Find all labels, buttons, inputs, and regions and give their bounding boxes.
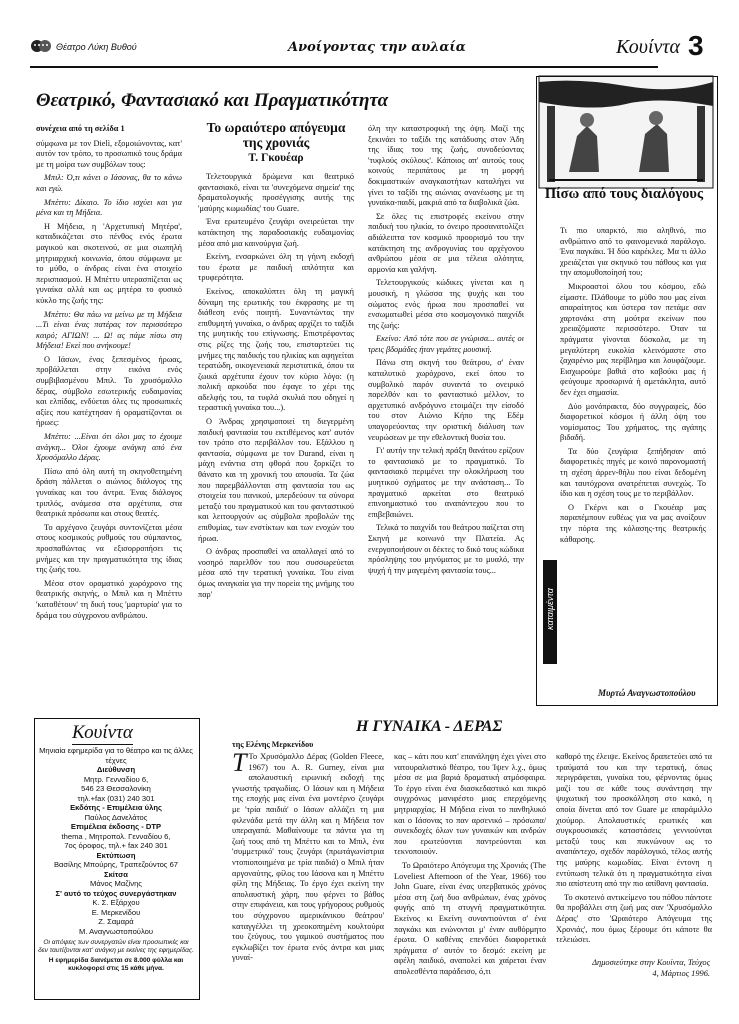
paragraph: Τελικά το παιχνίδι του θεάτρου παίζεται στη Σκηνή με κοινωνό την Πλατεία. Ας ενεργοποιήσουν οι δέκτες το δικό τους κώδικα πρόσληψης του μηνύματος με το μυαλό, την ψυχή ή την μαγεμένη φαντασία τους... [368, 523, 524, 575]
article2-byline: της Ελένης Μερκενίδου [232, 740, 314, 749]
paragraph: καθαρό της έλειψε. Εκείνος δραπετεύει από τα τραύματά του και την τερατική, όπως περιγράφεται, γυναίκα του, φέρνοντας όμως μαζί του σε κάθε τους συνάντηση την ψυχωτική του προσκόλληση στο κακό, η οποία δίνεται από τον Guare με απαράμιλλο χιούμορ. Απολαυστικές ερωτικές και συγκρουσιακές καταστάσεις γεννιούνται μεταξύ τους και πυκνώνουν ως το αναπάντεχο, σχεδόν παράλογικό, τέλος αυτής της μαύρης κωμωδίας. Είναι έντονη η εντύπωση τελικά ότι η πραγματικότητα είναι πιο απίστευτη από την πιο απίθανη φαντασία. [556, 752, 712, 889]
header-left-label: Θέατρο Λύκη Βυθού [56, 42, 137, 52]
main-title: Θεατρικό, Φαντασιακό και Πραγματικότητα [36, 90, 389, 111]
masthead-line: Μ. Αναγνωστοπούλου [78, 926, 154, 936]
paragraph: Ο Ιάσων, ένας ξεπεσμένος ήρωας, προβάλλεται στην εικόνα ενός συμβιβασμένου Μπιλ. Το χρυσόμαλλο δέρας, σύμβολο εσωτερικής ευδαιμονίας και ελπίδας, ενδύεται όλες τις προσωπικές αξίες που κατέχτησαν ή οραματίζονται οι ήρωες: [36, 354, 182, 428]
masthead-circulation: Η εφημερίδα διανέμεται σε 8.000 φύλλα και κυκλοφορεί στις 15 κάθε μήνα. [48, 957, 184, 972]
paragraph: Σε όλες τις επιστροφές εκείνου στην παιδική του ηλικία, το όνειρο προσανατολίζει αδιάλειπτα τον κοσμικό προορισμό του την κατάκτηση της ανδρογυνίας του αρχέγονου ανθρώπου μέσα σε μια τέλεια ολότητα, αρμονία και γαλήνη. [368, 211, 524, 274]
masthead-line: Κ. Σ. Εξάρχου [92, 898, 140, 907]
paragraph: Πάνω στη σκηνή του θεάτρου, σ' έναν καταλυτικό χωρόχρονο, εκεί όπου το συμβολικό παρόν συναντά το ονειρικό παρελθόν και το φανταστικό μέλλον, το αρχετυπικό ανδρόγυνο ετοιμάζει την είσοδό του στον Αιώνιο Κήπο της Εδέμ υπαγορεύοντας την οριστική διάλυση των νευρώσεων με την εθελοντική θυσία του. [368, 358, 524, 442]
paragraph: Τα δύο ζευγάρια ξεπήδησαν από διαφορετικές πηγές με κοινό παρονομαστή τη σχέση άρρεν-θήλυ που είναι δεδομένη και ταυτόχρονα ανατρέπεται συνεχώς. Το ίδιο και η σχέση τους με το περιβάλλον. [560, 446, 706, 499]
masthead-note: Οι απόψεις των συνεργατών είναι προσωπικές και δεν ταυτίζονται κατ' ανάγκη με εκείνες της εφημερίδας. [38, 939, 194, 954]
masthead-line: Ζ. Σαμαρά [98, 917, 134, 926]
header-rule [30, 66, 658, 68]
masthead-credits [38, 746, 194, 973]
article2-title: Η ΓΥΝΑΙΚΑ - ΔΕΡΑΣ [356, 718, 503, 735]
masthead-line: Μάνος Μαζίνης [90, 879, 142, 888]
sidebar-title: Πίσω από τους διαλόγους [544, 186, 704, 202]
dialogue-line: Μπέττυ: Θα πάω να μείνω με τη Μήδεια ...Τι είναι ένας πατέρας τον περισσότερο καιρό; ΑΓΙΩΝ! ... Ω! ας πάμε πίσω στη Μήδεια! Εκεί που ανήκουμε! [36, 309, 182, 351]
paragraph: Το Ωραιότερο Απόγευμα της Χρονιάς (The Loveliest Afternoon of the Year, 1966) του John Guare, είναι ένας υπερβατικός χρόνος μέσα στη ζωή δυο ανθρώπων, ένας χρόνος φυγής από τη στυγνή πραγματικότητα. Εκείνος κι Εκείνη συναντιούνται σ' ένα παγκάκι και ενώνονται μ' έναν αυθόρμητο έρωτα. Ο καθένας επενδύει διαφορετικά πράγματα σ' αυτόν το δεσμό: εκείνη με αφέλη παιδικό, αναπολεί και χαίρεται έναν απολεσθέντα παράδεισο, ό,τι [394, 860, 546, 976]
header-brand-logo: Κουίντα [616, 36, 681, 58]
paragraph: Ένα ερωτευμένο ζευγάρι ονειρεύεται την κατάκτηση της παραδοσιακής ευδαιμονίας μέσα από μια καινούργια ζωή. [198, 217, 354, 248]
continued-from-label: συνέχεια από τη σελίδα 1 [36, 124, 125, 133]
article-subtitle: Το ωραιότερο απόγευμα της χρονιάς [206, 120, 346, 150]
paragraph: Δύο μονόπρακτα, δύο συγγραφείς, δύο διαφορετικοί κόσμοι ή άλλη όψη του νομίσματος; Του χρήματος, της αγάπης βιδαδή. [560, 401, 706, 443]
paragraph: Η Μήδεια, η 'Αρχετυπική Μητέρα', καταδικάζεται στο πένθος ενός έρωτα μαγικού και σκοτεινού, σε μια σιωπηλή μητριαρχική κοινωνία, όπου σύμφωνα με το μύθο, ο άνδρας είναι ένα στοιχείο περισπασμού. Η Μπέττυ υπερασπίζεται ως γυναίκα αλλά και ως μητέρα το φυσικό κύκλο της ζωής της: [36, 221, 182, 305]
article2-source: Δημοσιεύτηκε στην Κουίντα, Τεύχος 4, Μάρτιος 1996. [592, 958, 710, 978]
drop-cap: Τ [232, 748, 247, 777]
masthead-line: Επιμέλεια έκδοσης - DTP [70, 822, 162, 831]
dialogue-line: Μπέττυ: Δίκαιο. Το ίδιο ισχύει και για μένα και τη Μήδεια. [36, 197, 182, 218]
masthead-line: τηλ.+fax (031) 240 301 [77, 793, 155, 803]
paragraph: όλη την καταστροφική της όψη. Μαζί της ξεκινάει το ταξίδι της κατάδυσης στον Άδη της ίδιας του της ζωής, συνοδεύοντας 'τυφλούς σκύλους'. Κάποιος απ' αυτούς τους κοινούς περιπάτους με τη μορφή δοκιμαστικών αναγκαιοτήτων καταλήγει να γίνει το ταξίδι της αιώνιας ανανέωσης με τη γυναίκα-παιδί, μακριά από τα διαβολικά ζώα. [368, 124, 524, 208]
paragraph [232, 748, 384, 964]
paragraph: Τι πιο υπαρκτό, πιο αληθινό, πιο ανθρώπινο από το φαινομενικά παράλογο. Ένα παγκάκι. Ή δύο καρέκλες. Μα τι άλλο χρειάζεται για σκηνικό του πάθους και για την απομυθοποίησή του; [560, 226, 706, 278]
paragraph: κας – κάτι που κατ' επανάληψη έχει γίνει στο νατουραλιστικό θέατρο, του Ίψεν λ.χ., όμως μέσα σε μια βαριά δραματική ατμόσφαιρα. Το έργο είναι ένα διασκεδαστικό και πικρό συγχρόνως μανιφέστο μιας επερχόμενης μητριαρχίας. Η Μήδεια είναι το πανθηλυκό και ο Ιάσονας το παν αρσενικό – πρόσωπα/συνεκδοχές όλων των γυναικών και ανδρών που ερωτεύονται παντρεύονται και τεκνοποιούν. [394, 752, 546, 857]
paragraph: Ο Άνδρας χρησιμοποιεί τη διεγερμένη παιδική φαντασία του εκτιθέμενος κατ' αυτόν τον τρόπο στο περιβάλλον του. Εξάλλου η φαντασία, σύμφωνα με τον Durand, είναι η μάχη ενάντια στη φθορά που ξορκίζει το θάνατο και τη χρονική του απουσία. Τα ζώα που παρεμβάλλονται στη φαντασία του ως στοιχεία του πανικού, μπερδεύουν τα σύνορα μεταξύ του πραγματικού και του φανταστικού και λειτουργούν ως σύμβολα προβολών της επιθυμίας, των ενστίκτων και των ενοχών του ήρωα. [198, 417, 354, 543]
paragraph: Τελετουργικά δρώμενα και θεατρικό φαντασιακό, είναι τα 'συνεχόμενα σημεία' της δραματολογικής προσέγγισης αυτής της 'μαύρης κωμωδίας' του Guare. [198, 172, 354, 213]
paragraph: Γι' αυτήν την τελική πράξη θανάτου ερίζουν το φαντασιακό με το πραγματικό. Το φαντασιακό περιμένει την ολοκλήρωση του μυητικού σχήματος με την ανάσταση... Το πραγματικό αρκείται στο θεατρικό επινοημαστικό του αναπάντεχου που το επιβεβαιώνει. [368, 446, 524, 519]
article2-column-2 [394, 752, 546, 1002]
theatre-masks-icon [30, 38, 52, 52]
masthead-line: Μητρ. Γενναδίου 6, [83, 774, 149, 784]
masthead-line: Ε. Μερκενίδου [91, 907, 141, 917]
masthead-line: Διεύθυνση [96, 765, 136, 774]
paragraph: Εκείνος, αποκαλύπτει όλη τη μαγική δύναμη της ερωτικής του έκφρασης με τη διάθεση ενός ποιητή. Συναντώντας την επιθυμητή γυναίκα, ο άνδρας αρχίζει το ταξίδι της μυητικής του επίγνωσης. Επιστρέφοντας στις ρίζες της ζωής του, επισταρτεύει τις μνήμες της παιδικής του ηλικίας και αφηγείται τερατώδη, οικογενειακά περιστατικά, όπου τα ζωικά αρχέτυπα έχουν τον κύριο λόγο: (η πολική αρκούδα που έφαγε το χέρι της αδελφής του, τα τυφλά σκυλιά που οδηγεί η τεραστική γυναίκα του...). [198, 286, 354, 413]
article2-column-1 [232, 748, 384, 1002]
dialogue-line: Μπέττυ: ...Είναι ότι όλοι μας το έχουμε ανάγκη... Όλοι έχουμε ανάγκη από ένα Χρυσόμαλλο Δέρας. [36, 432, 182, 463]
article1-column-3 [368, 124, 524, 575]
paragraph: Το σκοτεινό αντικείμενο του πόθου πάντοτε θα προβάλλει στη ζωή μας σαν 'Χρυσόμαλλο Δέρας' στο 'Ωραιότερο Απόγευμα της Χρονιάς', που όμως ξέρουμε ότι κάποτε θα τελειώσει. [556, 892, 712, 945]
paragraph: Πίσω από όλη αυτή τη σκηνοθετημένη δράση πάλλεται ο αιώνιος διάλογος της γυναίκας και του άντρα. Ένας διάλογος τριπλός, ανάμεσα στα αρχέτυπα, στα θεατρικά πρόσωπα και στους θεατές. [36, 466, 182, 519]
paragraph: Τελετουργικούς κώδικες γίνεται και η μουσική, η γλώσσα της ψυχής και του σώματος ενός ήρωα που προσπαθεί να ενσωματωθεί μέσα στο κοσμογονικό παιχνίδι της ζωής: [368, 278, 524, 330]
article-subtitle-author: Τ. Γκουέαρ [248, 152, 304, 164]
paragraph-text: Το Χρυσόμαλλο Δέρας (Golden Fleece, 1967) του A. R. Gurney, είναι μια απολαυστική ειρωνική εκδοχή της γνωστής τραγωδίας. Ο Ιάσων και η Μήδεια της εποχής μας είναι ένα μοντέρνο ζευγάρι με 'τρία παιδιά' ο Ιάσων αλλάζει τη μια φιλενάδα μετά την άλλη και η Μήδεια τον υπεραγαπά. Μαθαίνουμε τα πάντα για τη ζωή τους από τη Μπέττυ και το Μπιλ, ένα 'συμμετρικό' τους ζευγάρι (πρωτάγωνίστρια ντοπιοποιημένα με τρία παιδιά) ο Μπιλ ήταν αργοναύτης, φίλος του Ιάσονα και η Μπέττυ φίλη της Μήδειας. Το έργο έχει εκείνη την απολαυστική χάρη, που φέρνει το βάθος στην επιφάνεια, και τους γρήγορους ρυθμούς του σύγχρονου αμερικάνικου θεάτρου' καταγγέλλει τη χρεοκοπημένη κουλτούρα του ζεύγους, του γαμικού συστήματος που εγκλωβίζει τον έρωτα ενός άντρα και μιας γυναί- [232, 752, 384, 963]
header-section-title: Ανοίγοντας την αυλαία [288, 40, 466, 55]
article1-column-2 [198, 172, 354, 599]
masthead-line: Σ' αυτό το τεύχος συνεργάστηκαν [55, 888, 177, 898]
paragraph: Εκείνη, ενσαρκώνει όλη τη γήινη εκδοχή του έρωτα με παιδική απλότητα και τρυφερότητα. [198, 252, 354, 283]
masthead-line: Μηνιαία εφημερίδα για το θέατρο και τις άλλες τέχνες [39, 746, 193, 765]
masthead-line: Βασίλης Μπούρης, Τραπεζούντος 67 [53, 860, 179, 869]
side-tag-label: καταιμέντα [545, 588, 555, 630]
paragraph: Ο Γκέρνι και ο Γκουέαρ μας παραπέμπουν ευθέως για να μας ανοίξουν την πόρτα της κόλασης-της θεατρικής κάθαρσης. [560, 502, 706, 544]
masthead-brand: Κουίντα [72, 722, 133, 743]
sidebar-signature: Μυρτώ Αναγνωστοπούλου [598, 688, 696, 698]
masthead-line: 546 23 Θεσσαλονίκη [81, 784, 151, 793]
page-number: 3 [688, 30, 704, 61]
paragraph: Ο άνδρας προσπαθεί να απαλλαγεί από το νοσηρό παρελθόν του που συσσωρεύεται μέσα από την τερατική γυναίκα. Του είναι όμως αναγκαία για την πορεία της μνήμης του παρ' [198, 547, 354, 599]
sidebar-side-tag [543, 560, 557, 664]
sidebar-body [560, 226, 706, 682]
masthead-line: Σκίτσα [104, 869, 128, 879]
masthead-line: Παύλος Δανελάτος [84, 812, 148, 822]
paragraph: Μέσα στον οραματικό χωρόχρονο της θεατρικής σκηνής, ο Μπιλ και η Μπέττυ 'καταθέτουν' τη δική τους 'μαρτυρία' για το δράμα του σύγχρονου ανθρώπου. [36, 578, 182, 620]
masthead-line: Εκδότης - Επιμέλεια ύλης [70, 803, 162, 812]
paragraph: σύμφωνα με τον Dielì, εξομοιώνοντας, κατ' αυτόν τον τρόπο, το προσωπικό τους δράμα με τη μοίρα των συμβόλων τους: [36, 138, 182, 169]
masthead-line: 7ος όροφος, τηλ.+ fax 240 301 [64, 841, 168, 850]
paragraph: Το αρχέγονο ζευγάρι συντονίζεται μέσα στους κοσμικούς ρυθμούς του σύμπαντος, προσπαθώντας να εξισορροπήσει τις μνήμες και την πραγματικότητα της ίδιας της ζωής του. [36, 522, 182, 575]
dialogue-line: Μπιλ: Ό,τι κάνει ο Ιάσονας, θα το κάνω και εγώ. [36, 173, 182, 193]
page-header [30, 30, 714, 64]
article1-column-1 [36, 124, 182, 620]
dialogue-line: Εκείνο: Από τότε που σε γνώρισα... αυτές οι τρεις βδομάδες ήταν γεμάτες μουσική. [368, 334, 524, 354]
masthead-line: thema , Μητροπολ. Γενναδίου 6, [61, 831, 171, 841]
article2-column-3 [556, 752, 712, 952]
masthead-line: Εκτύπωση [96, 850, 136, 860]
paragraph: Μικροαστοί όλου του κόσμου, εδώ είμαστε. Πλάθουμε το μύθο που μας είναι απαραίτητος και ύστερα τον πετάμε σαν χαρτονάκι στη μούτρα εκείνων που χρειαζόμαστε περισσότερο. Όταν τα πράγματα γίνονται δύσκολα, με τη μεγαλύτερη ευκολία κλεινόμαστε στο ζαχαρένιο μας περίβλημα και λουφάζουμε. Εισχωρούμε βαθιά στο καβούκι μας ή φεύγουμε προσωρινά ή αμετάκλητα, αυτό δεν έχει σημασία. [560, 281, 706, 397]
